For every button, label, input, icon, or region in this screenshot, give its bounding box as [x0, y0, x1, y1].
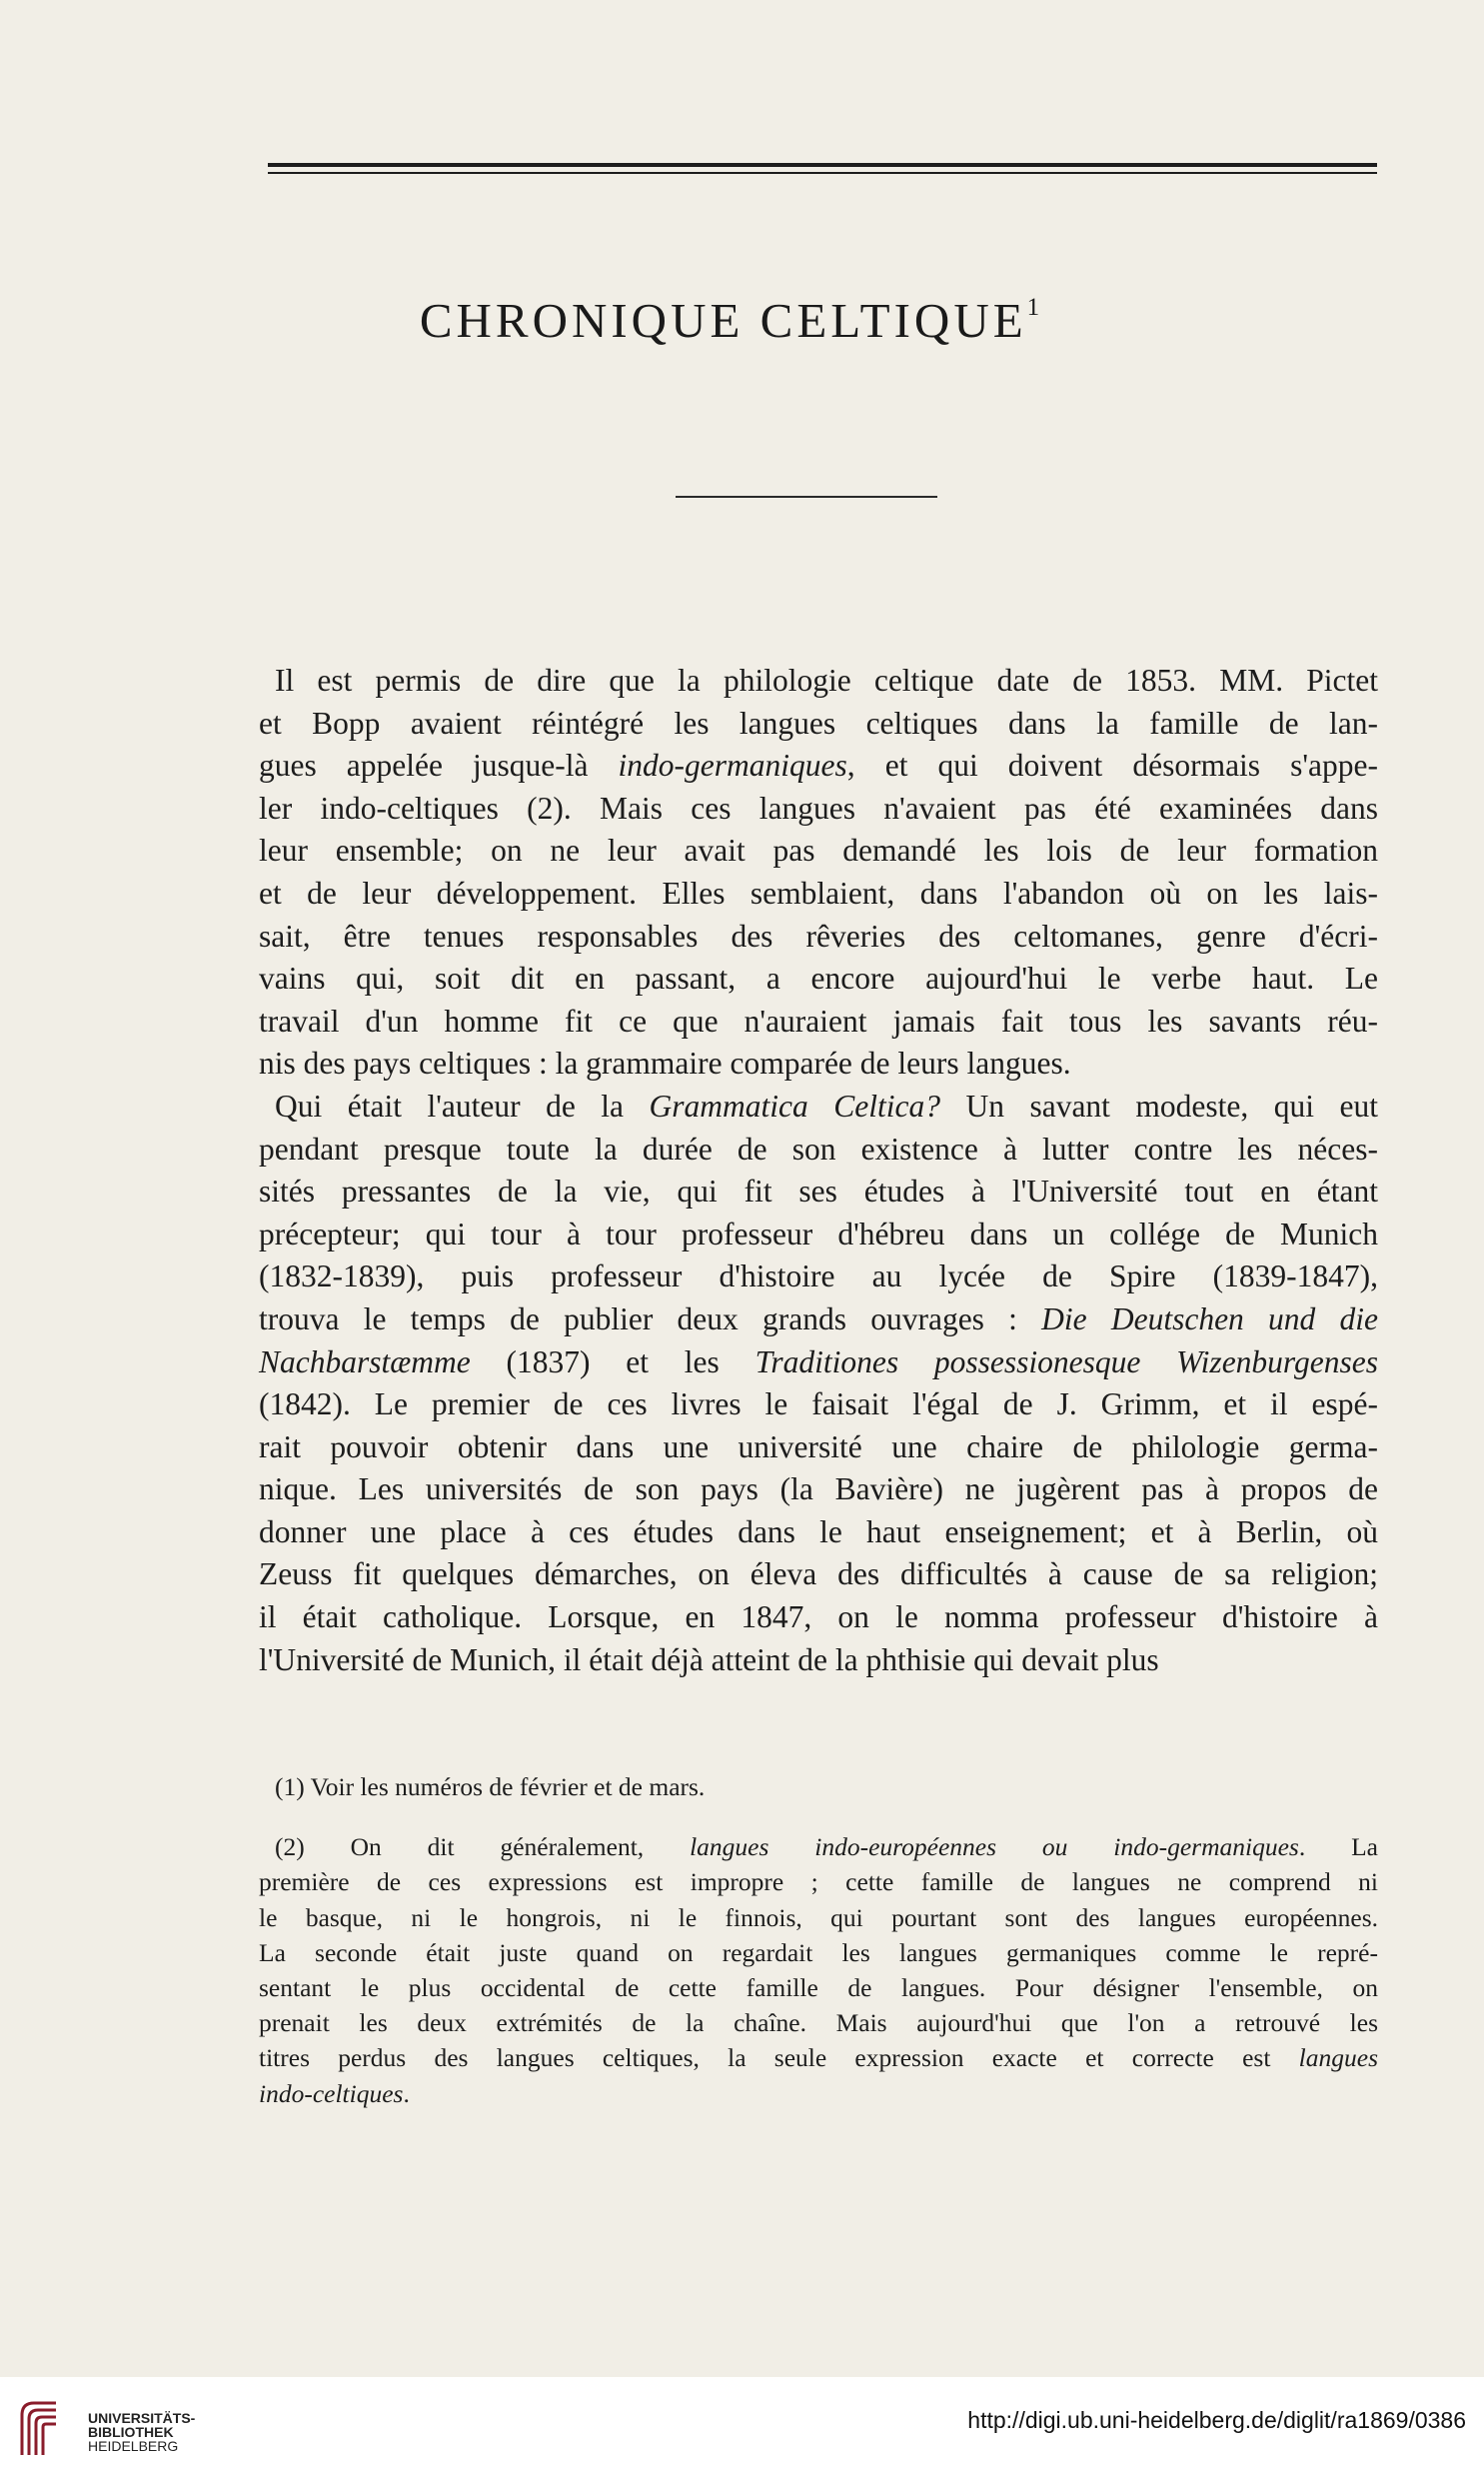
body-line: Il est permis de dire que la philologie celtique date de 1853. MM. Pictet — [275, 663, 1378, 698]
body-line: (1832-1839), puis professeur d'histoire au lycée de Spire (1839-1847), — [259, 1258, 1378, 1294]
body-paragraph — [259, 1086, 1378, 1681]
body-line: Zeuss fit quelques démarches, on éleva des difficultés à cause de sa religion; — [259, 1556, 1378, 1592]
footnote-paragraph — [259, 1769, 1378, 1804]
body-line: et de leur développement. Elles semblaient, dans l'abandon où on les lais- — [259, 875, 1378, 911]
footnote-line: le basque, ni le hongrois, ni le finnois, qui pourtant sont des langues européennes. — [259, 1902, 1378, 1932]
footnote-line: première de ces expressions est impropre ; cette famille de langues ne comprend ni — [259, 1867, 1378, 1897]
body-line: pendant presque toute la durée de son existence à lutter contre les néces- — [259, 1131, 1378, 1167]
body-line: sait, être tenues responsables des rêveries des celtomanes, genre d'écri- — [259, 918, 1378, 954]
body-line: donner une place à ces études dans le haut enseignement; et à Berlin, où — [259, 1513, 1378, 1549]
page-title — [300, 292, 1159, 349]
footnote-line: prenait les deux extrémités de la chaîne. Mais aujourd'hui que l'on a retrouvé les — [259, 2008, 1378, 2038]
footnote-line: indo-celtiques. — [259, 2078, 410, 2108]
body-line: gues appelée jusque-là indo-germaniques, et qui doivent désormais s'appe- — [259, 748, 1378, 784]
body-line: Qui était l'auteur de la Grammatica Celtica? Un savant modeste, qui eut — [275, 1088, 1378, 1124]
body-line: trouva le temps de publier deux grands ouvrages : Die Deutschen und die — [259, 1300, 1378, 1336]
body-line: nis des pays celtiques : la grammaire comparée de leurs langues. — [259, 1046, 1071, 1082]
body-line: et Bopp avaient réintégré les langues celtiques dans la famille de lan- — [259, 705, 1378, 741]
footnote-line: La seconde était juste quand on regardait les langues germaniques comme le repré- — [259, 1937, 1378, 1967]
body-line: travail d'un homme fit ce que n'auraient jamais fait tous les savants réu- — [259, 1003, 1378, 1039]
title-separator-rule — [676, 496, 937, 498]
body-line: il était catholique. Lorsque, en 1847, on le nomma professeur d'histoire à — [259, 1599, 1378, 1635]
body-line: rait pouvoir obtenir dans une université une chaire de philologie germa- — [259, 1428, 1378, 1464]
body-line: leur ensemble; on ne leur avait pas demandé les lois de leur formation — [259, 833, 1378, 869]
body-line: nique. Les universités de son pays (la Bavière) ne jugèrent pas à propos de — [259, 1471, 1378, 1507]
body-line: précepteur; qui tour à tour professeur d'hébreu dans un collége de Munich — [259, 1216, 1378, 1251]
body-line: Nachbarstæmme (1837) et les Traditiones possessionesque Wizenburgenses — [259, 1343, 1378, 1379]
source-url-link[interactable]: http://digi.ub.uni-heidelberg.de/diglit/ra1869/0386 — [967, 2407, 1466, 2433]
body-line: ler indo-celtiques (2). Mais ces langues n'avaient pas été examinées dans — [259, 790, 1378, 826]
article-body — [259, 660, 1378, 1681]
footnote-paragraph — [259, 1829, 1378, 2111]
footnote-line: sentant le plus occidental de cette famille de langues. Pour désigner l'ensemble, on — [259, 1973, 1378, 2003]
library-footer — [0, 2377, 1484, 2481]
body-paragraph — [259, 660, 1378, 1086]
body-line: sités pressantes de la vie, qui fit ses études à l'Université tout en étant — [259, 1174, 1378, 1210]
title-text: CHRONIQUE CELTIQUE — [419, 293, 1027, 348]
footnote-line: (2) On dit généralement, langues indo-européennes ou indo-germaniques. La — [275, 1832, 1378, 1862]
body-line: (1842). Le premier de ces livres le faisait l'égal de J. Grimm, et il espé- — [259, 1386, 1378, 1422]
title-footnote-marker: 1 — [1026, 294, 1040, 321]
footnotes — [259, 1743, 1378, 2136]
body-line: vains qui, soit dit en passant, a encore aujourd'hui le verbe haut. Le — [259, 961, 1378, 997]
library-logo-icon — [16, 2397, 60, 2457]
top-double-rule — [268, 163, 1377, 177]
body-line: l'Université de Munich, il était déjà atteint de la phthisie qui devait plus — [259, 1641, 1159, 1677]
footnote-line: titres perdus des langues celtiques, la seule expression exacte et correcte est langues — [259, 2043, 1378, 2073]
library-name: UNIVERSITÄTS- BIBLIOTHEK HEIDELBERG — [88, 2410, 196, 2454]
footnote-line: (1) Voir les numéros de février et de mars. — [275, 1771, 706, 1801]
